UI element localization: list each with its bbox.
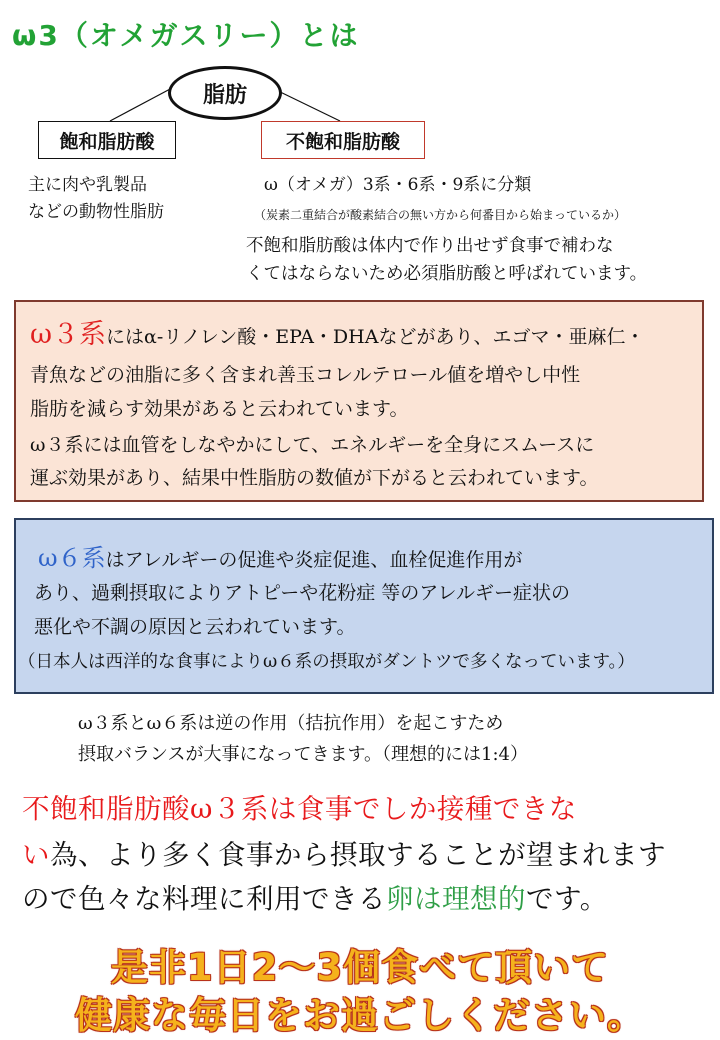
cta-line: 是非1日2～3個食べて頂いて (110, 946, 610, 989)
conclusion-text: です。 (526, 883, 608, 915)
omega3-line: ω３系には血管をしなやかにして、エネルギーを全身にスムースに (30, 434, 595, 456)
conclusion-text: ので色々な料理に利用できる (22, 883, 386, 915)
saturated-fat-node: 飽和脂肪酸 (38, 121, 176, 159)
omega6-info-box (14, 518, 714, 694)
omega6-line: （日本人は西洋的な食事によりω６系の摂取がダントツで多くなっています。） (18, 652, 635, 672)
omega3-line: 運ぶ効果があり、結果中性脂肪の数値が下がると云われています。 (30, 467, 599, 489)
unsaturated-desc-line: くてはならないため必須脂肪酸と呼ばれています。 (246, 264, 648, 284)
unsaturated-fat-description (246, 232, 647, 288)
saturated-desc-line: などの動物性脂肪 (28, 202, 164, 222)
conclusion-text: 為、より多く食事から摂取することが望まれます (50, 839, 666, 871)
conclusion-red-text: い (22, 839, 50, 871)
unsaturated-desc-line: 不飽和脂肪酸は体内で作り出せず食事で補わな (246, 236, 614, 256)
omega6-line: あり、過剰摂取によりアトピーや花粉症 等のアレルギー症状の (34, 582, 571, 604)
omega6-line1-text: はアレルギーの促進や炎症促進、血栓促進作用が (105, 549, 523, 571)
balance-line: 摂取バランスが大事になってきます。（理想的には1:4） (78, 744, 528, 765)
conclusion-line (22, 832, 666, 872)
omega6-line (38, 538, 522, 573)
omega3-line1-text: にはα-リノレン酸・EPA・DHAなどがあり、エゴマ・亜麻仁・ (106, 326, 645, 348)
omega-classification: ω（オメガ）3系・6系・9系に分類 (264, 175, 532, 195)
saturated-desc-line: 主に肉や乳製品 (28, 175, 147, 195)
conclusion-line (22, 876, 608, 916)
saturated-fat-description (28, 172, 164, 226)
omega3-info-box (14, 300, 704, 502)
cta-line: 健康な毎日をお過ごしください。 (75, 994, 645, 1037)
omega-classification-note: （炭素二重結合が酸素結合の無い方から何番目から始まっているか） (254, 208, 627, 222)
conclusion-red-text: 不飽和脂肪酸ω３系は食事でしか接種できな (22, 793, 577, 825)
conclusion-green-text: 卵は理想的 (386, 883, 526, 915)
page-title: ω3（オメガスリー）とは (12, 19, 360, 52)
unsaturated-fat-node: 不飽和脂肪酸 (261, 121, 425, 159)
omega3-line: 脂肪を減らす効果があると云われています。 (30, 398, 409, 420)
omega3-heading: ω３系 (30, 319, 107, 350)
omega6-line: 悪化や不調の原因と云われています。 (34, 616, 356, 638)
balance-line: ω３系とω６系は逆の作用（拮抗作用）を起こすため (78, 713, 504, 734)
omega3-line (30, 312, 644, 351)
conclusion-line (22, 786, 577, 826)
fat-node: 脂肪 (168, 66, 282, 120)
balance-text (78, 708, 528, 770)
omega6-heading: ω６系 (38, 544, 106, 572)
omega3-line: 青魚などの油脂に多く含まれ善玉コレルテロール値を増やし中性 (30, 364, 581, 386)
